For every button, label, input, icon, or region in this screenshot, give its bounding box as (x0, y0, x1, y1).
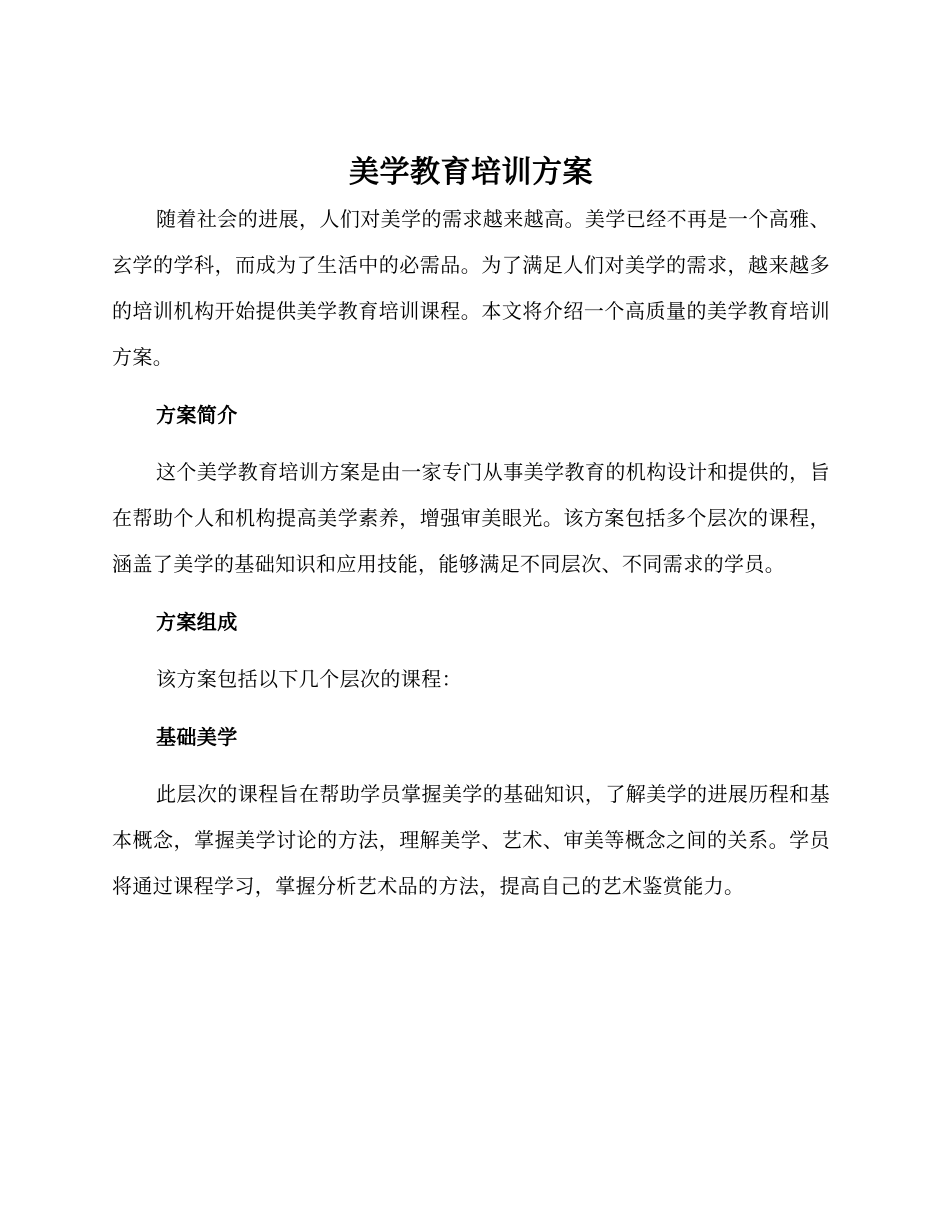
spacer (112, 760, 830, 771)
intro-paragraph: 随着社会的进展，人们对美学的需求越来越高。美学已经不再是一个高雅、玄学的学科，而成为了生活中的必需品。为了满足人们对美学的需求，越来越多的培训机构开始提供美学教育培训课程。本文将介绍一个高质量的美学教育培训方案。 (112, 207, 830, 369)
spacer (112, 438, 830, 449)
document-title: 美学教育培训方案 (349, 155, 593, 190)
section-heading-overview: 方案简介 (156, 403, 238, 427)
section-paragraph-overview: 这个美学教育培训方案是由一家专门从事美学教育的机构设计和提供的，旨在帮助个人和机构提高美学素养，增强审美眼光。该方案包括多个层次的课程，涵盖了美学的基础知识和应用技能，能够满足不同层次、不同需求的学员。 (112, 460, 830, 576)
spacer (112, 380, 830, 392)
document-page (112, 150, 830, 909)
spacer (112, 587, 830, 599)
section-heading-basic-aesthetics: 基础美学 (156, 725, 238, 749)
spacer (112, 702, 830, 714)
section-paragraph-basic-aesthetics: 此层次的课程旨在帮助学员掌握美学的基础知识，了解美学的进展历程和基本概念，掌握美学讨论的方法，理解美学、艺术、审美等概念之间的关系。学员将通过课程学习，掌握分析艺术品的方法，提高自己的艺术鉴赏能力。 (112, 782, 830, 898)
spacer (112, 645, 830, 656)
section-paragraph-composition: 该方案包括以下几个层次的课程： (156, 667, 462, 691)
section-heading-composition: 方案组成 (156, 610, 238, 634)
